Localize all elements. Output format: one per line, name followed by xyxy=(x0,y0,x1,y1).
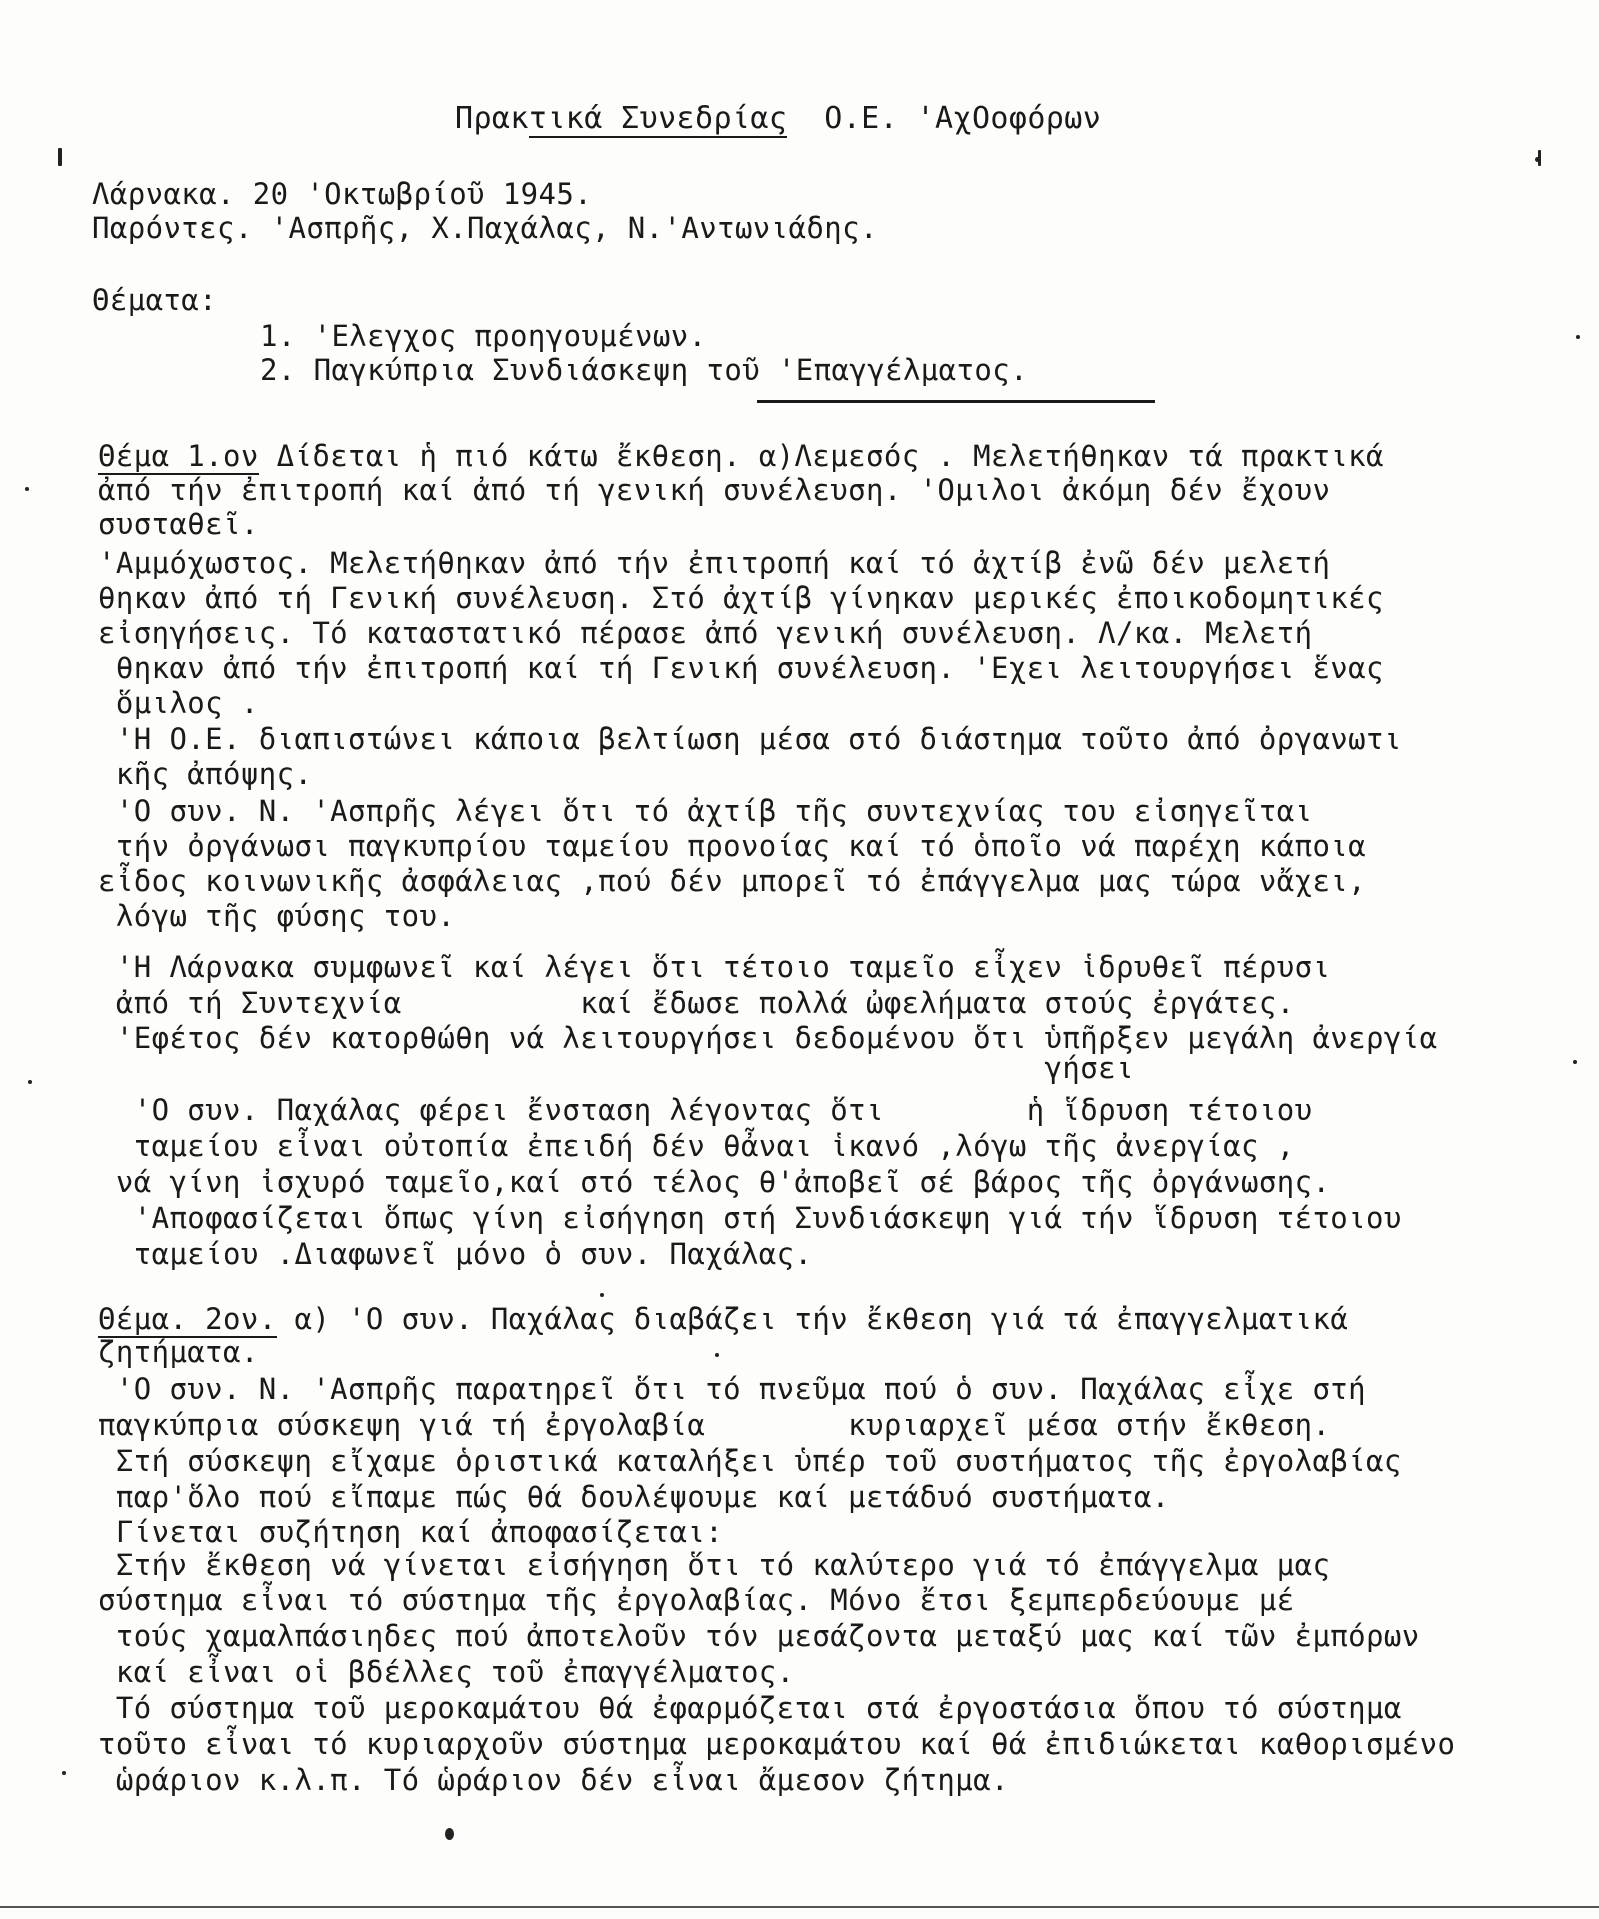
paragraph-line: καί εἶναι οἱ βδέλλες τοῦ ἐπαγγέλματος. xyxy=(98,1655,795,1689)
paragraph-line: 'Ο συν. Ν. 'Ασπρῆς λέγει ὅτι τό ἀχτίβ τῆς συντεχνίας του εἰσηγεῖται xyxy=(98,794,1313,828)
paragraph-line: ταμείου εἶναι οὐτοπία ἐπειδή δέν θἆναι ἱκανό ,λόγω τῆς ἀνεργίας , xyxy=(98,1129,1295,1163)
topic-item: 2. Παγκύπρια Συνδιάσκεψη τοῦ 'Επαγγέλματος. xyxy=(260,353,1028,387)
place-date: Λάρνακα. 20 'Οκτωβρίοῦ 1945. xyxy=(92,177,593,211)
paragraph-line: Γίνεται συζήτηση καί ἀποφασίζεται: xyxy=(98,1515,724,1549)
scan-mark xyxy=(1538,150,1541,166)
scan-speck xyxy=(1576,335,1580,339)
section2-first-line xyxy=(98,1303,1348,1336)
attendees: Παρόντες. 'Ασπρῆς, Χ.Παχάλας, Ν.'Αντωνιάδης. xyxy=(92,211,878,245)
scan-speck xyxy=(28,1080,32,1084)
paragraph-line: 'Ο συν. Ν. 'Ασπρῆς παρατηρεῖ ὅτι τό πνεῦμα πού ὁ συν. Παχάλας εἶχε στή xyxy=(98,1372,1367,1406)
paragraph-line: σύστημα εἶναι τό σύστημα τῆς ἐργολαβίας. Μόνο ἔτσι ξεμπερδεύουμε μέ xyxy=(98,1583,1295,1617)
scan-mark xyxy=(58,148,62,166)
paragraph-line: θηκαν ἀπό τή Γενική συνέλευση. Στό ἀχτίβ γίνηκαν μερικές ἐποικοδομητικές xyxy=(98,581,1384,615)
section1-heading: Θέμα 1.ον xyxy=(98,439,259,473)
paragraph-line: Δίδεται ἡ πιό κάτω ἔκθεση. α)Λεμεσός . Μελετήθηκαν τά πρακτικά xyxy=(258,439,1384,473)
paragraph-line: 'Αποφασίζεται ὅπως γίνη εἰσήγηση στή Συνδιάσκεψη γιά τήν ἵδρυση τέτοιου xyxy=(98,1201,1402,1235)
section2-heading: Θέμα. 2ον. xyxy=(98,1302,277,1336)
paragraph-line: Τό σύστημα τοῦ μεροκαμάτου θά ἐφαρμόζεται στά ἐργοστάσια ὅπου τό σύστημα xyxy=(98,1691,1402,1725)
paragraph-line: 'Εφέτος δέν κατορθώθη νά λειτουργήσει δεδομένου ὅτι ὑπῆρξεν μεγάλη ἀνεργία xyxy=(98,1021,1438,1055)
paragraph-line: 'Η Λάρνακα συμφωνεῖ καί λέγει ὅτι τέτοιο ταμεῖο εἶχεν ἱδρυθεῖ πέρυσι xyxy=(98,950,1331,984)
paragraph-line: ἀπό τήν ἐπιτροπή καί ἀπό τή γενική συνέλευση. 'Ομιλοι ἀκόμη δέν ἔχουν xyxy=(98,473,1331,507)
scan-speck xyxy=(600,1293,604,1297)
paragraph-line: παγκύπρια σύσκεψη γιά τή ἐργολαβία κυριαρχεῖ μέσα στήν ἔκθεση. xyxy=(98,1408,1331,1442)
paragraph-line: ταμείου .Διαφωνεῖ μόνο ὁ συν. Παχάλας. xyxy=(98,1237,813,1271)
paragraph-line: εἰσηγήσεις. Τό καταστατικό πέρασε ἀπό γενική συνέλευση. Λ/κα. Μελετή xyxy=(98,616,1313,650)
paragraph-line: γήσει xyxy=(98,1051,1134,1085)
title-underlined: τικά Συνεδρίας xyxy=(528,101,788,136)
paragraph-line: ὅμιλος . xyxy=(98,686,259,720)
paragraph-line: συσταθεῖ. xyxy=(98,507,259,541)
paragraph-line: παρ'ὅλο πού εἴπαμε πώς θά δουλέψουμε καί μετάδυό συστήματα. xyxy=(98,1480,1170,1514)
scan-speck xyxy=(445,1828,454,1840)
paragraph-line: 'Αμμόχωστος. Μελετήθηκαν ἀπό τήν ἐπιτροπή καί τό ἀχτίβ ἐνῶ δέν μελετή xyxy=(98,546,1331,580)
paragraph-line: τούς χαμαλπάσιηδες πού ἀποτελοῦν τόν μεσάζοντα μεταξύ μας καί τῶν ἐμπόρων xyxy=(98,1619,1420,1653)
topics-label: Θέματα: xyxy=(92,283,218,317)
title-prefix: Πρακ xyxy=(455,101,529,136)
scan-speck xyxy=(1573,1060,1577,1064)
paragraph-line: τήν ὀργάνωσι παγκυπρίου ταμείου προνοίας καί τό ὁποῖο νά παρέχη κάποια xyxy=(98,829,1367,863)
paragraph-line: α) 'Ο συν. Παχάλας διαβάζει τήν ἔκθεση γιά τά ἐπαγγελματικά xyxy=(276,1302,1349,1336)
paragraph-line: Στήν ἔκθεση νά γίνεται εἰσήγηση ὅτι τό καλύτερο γιά τό ἐπάγγελμα μας xyxy=(98,1548,1331,1582)
paragraph-line: ἀπό τή Συντεχνία καί ἔδωσε πολλά ὠφελήματα στούς ἐργάτες. xyxy=(98,986,1295,1020)
paragraph-line: ζητήματα. xyxy=(98,1335,259,1369)
document-title xyxy=(455,102,1101,135)
paragraph-line: 'Η Ο.Ε. διαπιστώνει κάποια βελτίωση μέσα στό διάστημα τοῦτο ἀπό ὀργανωτι xyxy=(98,722,1402,756)
scan-speck xyxy=(715,1353,719,1357)
page-edge-line xyxy=(0,1906,1599,1908)
section1-first-line xyxy=(98,440,1384,473)
scan-speck xyxy=(25,487,29,491)
paragraph-line: κῆς ἀπόψης. xyxy=(98,757,313,791)
paragraph-line: 'Ο συν. Παχάλας φέρει ἔνσταση λέγοντας ὅτι ἡ ἵδρυση τέτοιου xyxy=(98,1093,1313,1127)
paragraph-line: νά γίνη ἰσχυρό ταμεῖο,καί στό τέλος θ'ἀποβεῖ σέ βάρος τῆς ὀργάνωσης. xyxy=(98,1165,1331,1199)
paragraph-line: Στή σύσκεψη εἴχαμε ὁριστικά καταλήξει ὑπέρ τοῦ συστήματος τῆς ἐργολαβίας xyxy=(98,1444,1402,1478)
paragraph-line: ὡράριον κ.λ.π. Τό ὡράριον δέν εἶναι ἄμεσον ζήτημα. xyxy=(98,1763,1009,1797)
scan-speck xyxy=(62,1771,66,1775)
paragraph-line: τοῦτο εἶναι τό κυριαρχοῦν σύστημα μεροκαμάτου καί θά ἐπιδιώκεται καθορισμένο xyxy=(98,1727,1456,1761)
divider-rule xyxy=(757,400,1155,403)
paragraph-line: λόγω τῆς φύσης του. xyxy=(98,899,456,933)
title-suffix: Ο.Ε. 'ΑχΟοφόρων xyxy=(787,101,1102,136)
paragraph-line: θηκαν ἀπό τήν ἐπιτροπή καί τή Γενική συνέλευση. 'Εχει λειτουργήσει ἕνας xyxy=(98,651,1384,685)
topic-item: 1. 'Ελεγχος προηγουμένων. xyxy=(260,319,707,353)
paragraph-line: εἶδος κοινωνικῆς ἀσφάλειας ,πού δέν μπορεῖ τό ἐπάγγελμα μας τώρα νἄχει, xyxy=(98,864,1367,898)
